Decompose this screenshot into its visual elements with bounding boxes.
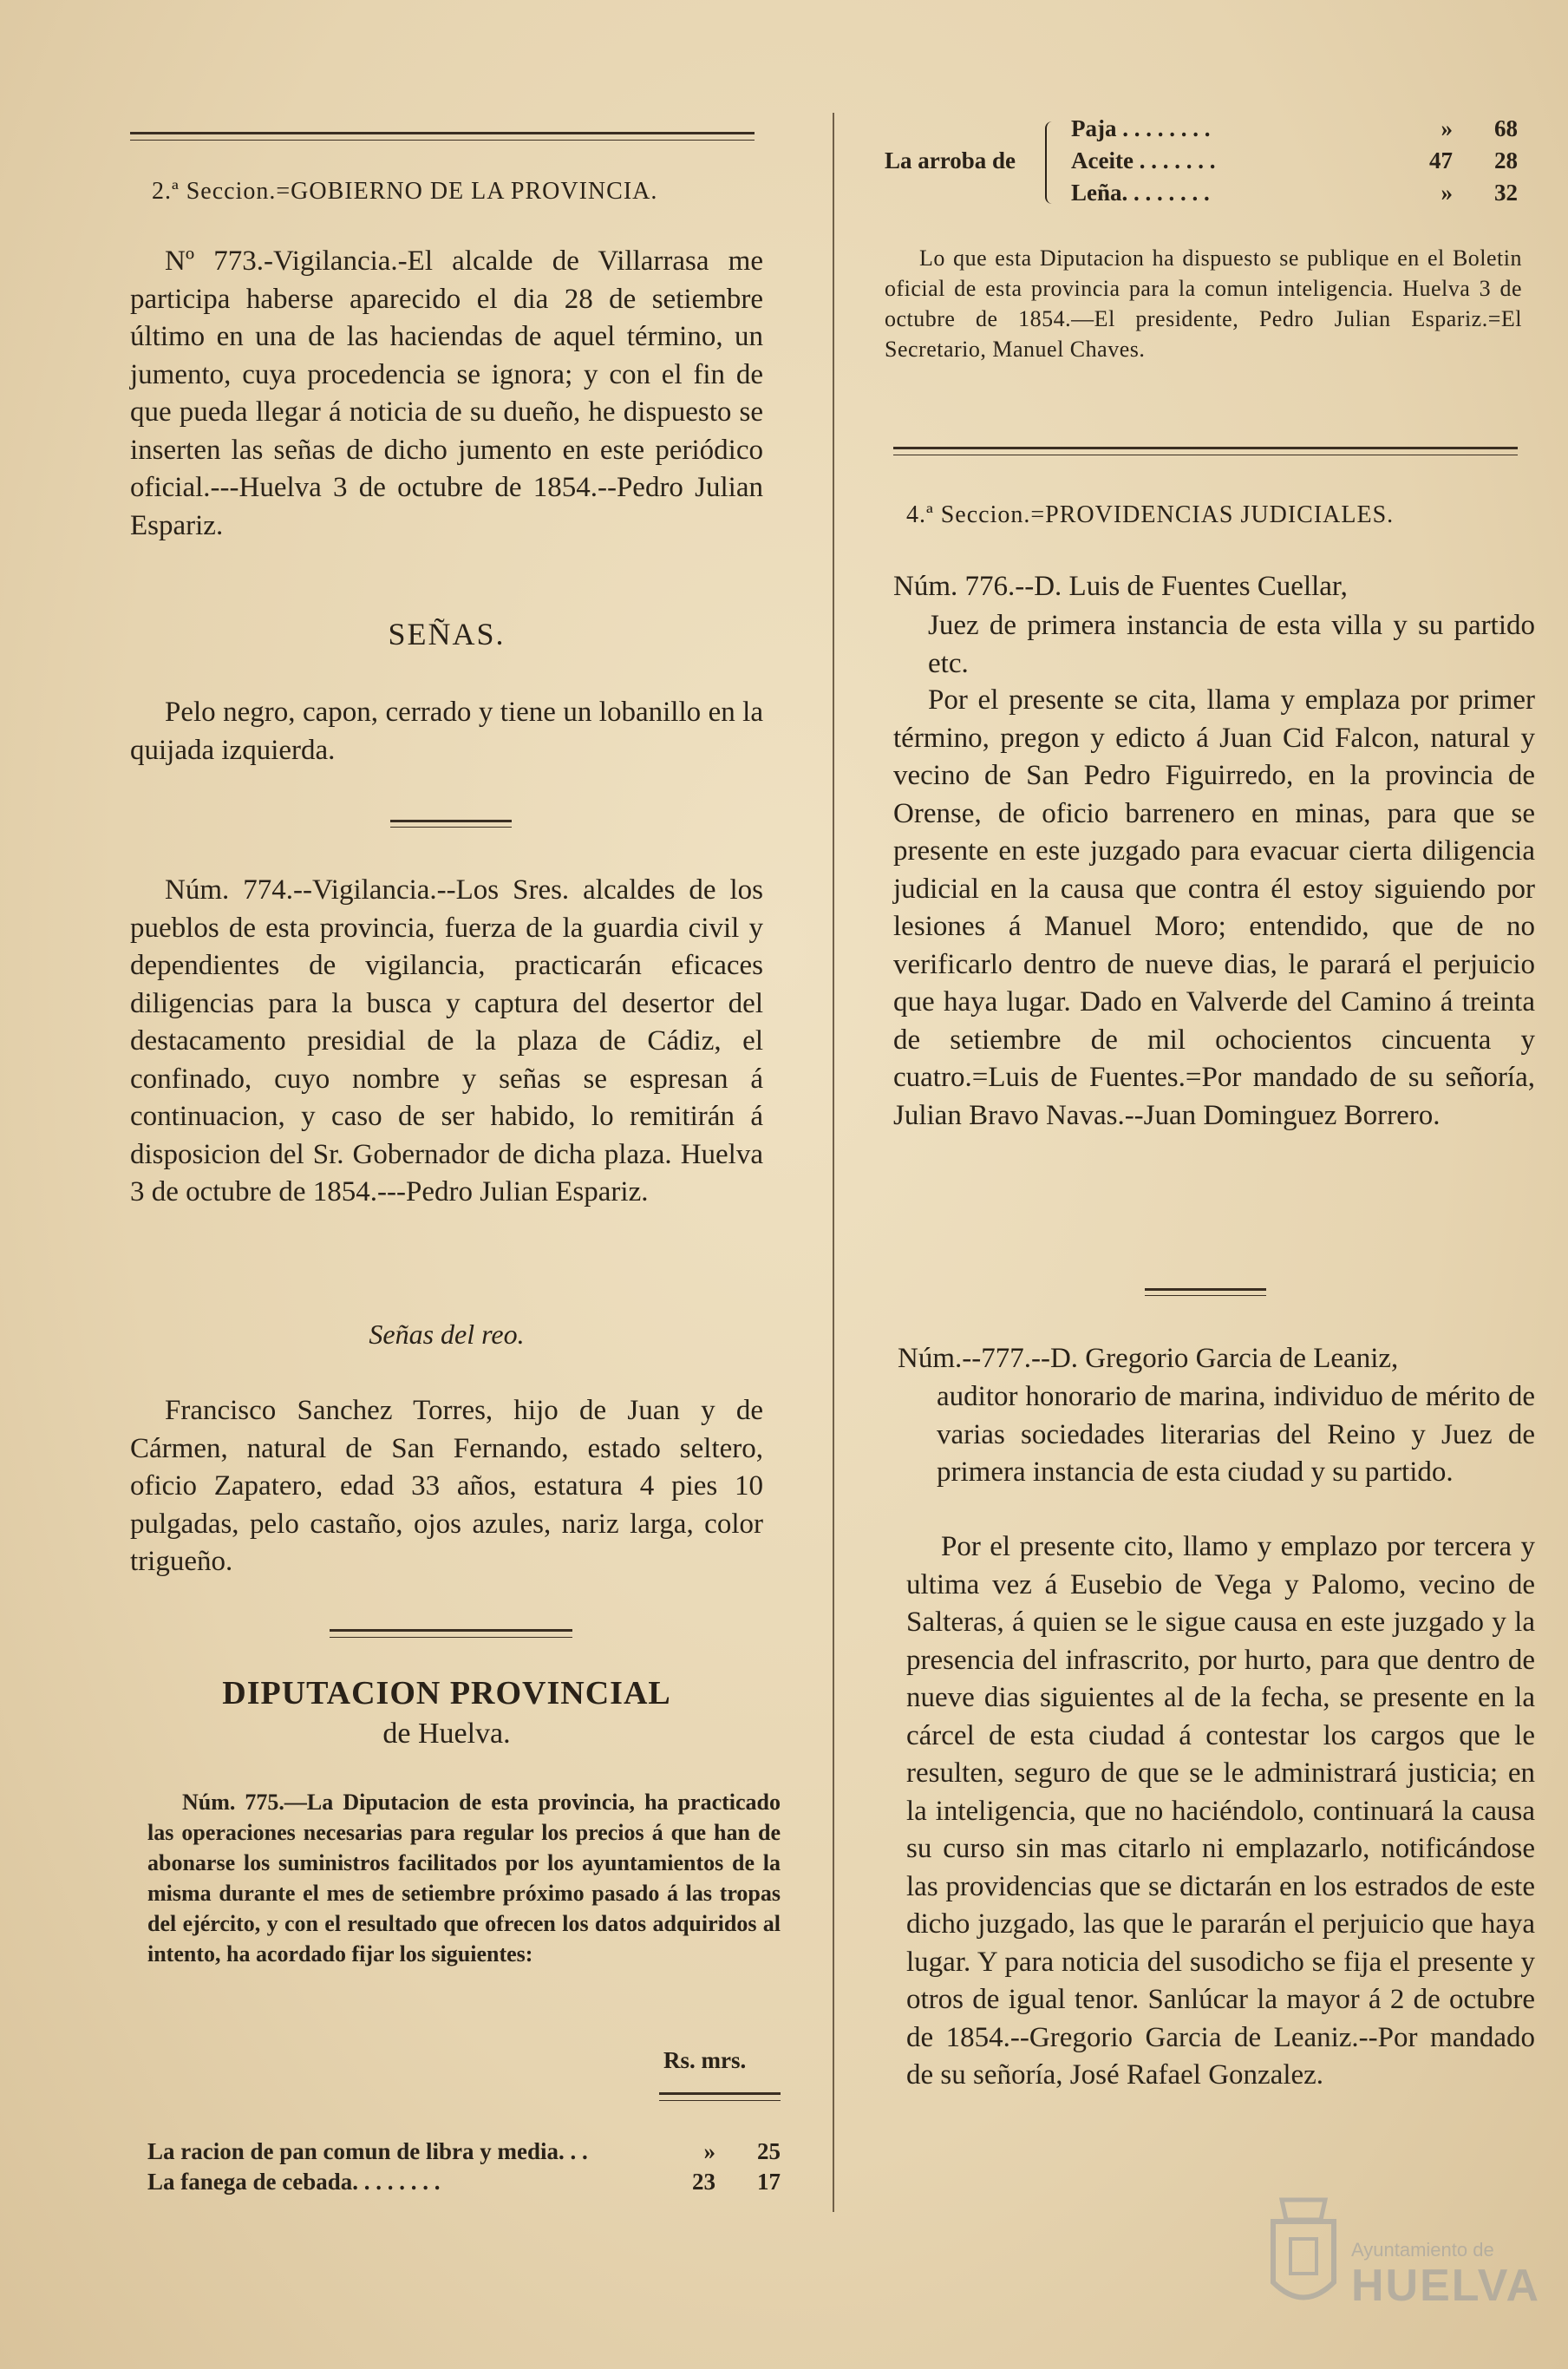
notice-775: Núm. 775.—La Diputacion de esta provincia, ha practicado las operaciones necesarias para regular los precios á que han de abonarse los suministros facilitados por los ayuntamientos de la misma durante el mes de setiembre próximo pasado á las tropas del ejército, y con el resultado que ofrecen los datos adquiridos al intento, ha acordado fijar los siguientes: <box>147 1790 781 1967</box>
price-row-rs: 23 <box>692 2169 715 2195</box>
arroba-row-lena <box>1071 180 1522 206</box>
senas-heading: SEÑAS. <box>388 617 506 651</box>
notice-777-subheading: auditor honorario de marina, individuo de mérito de varias sociedades literarias del Reino y Juez de primera instancia de esta ciudad y su partido. <box>937 1381 1535 1488</box>
watermark-line1: Ayuntamiento de <box>1351 2239 1494 2261</box>
arroba-row-rs: » <box>1441 115 1453 141</box>
price-row-pan <box>147 2138 785 2165</box>
notice-777-heading: Núm.--777.--D. Gregorio Garcia de Leaniz, <box>898 1343 1399 1374</box>
arroba-row-label: Paja . . . . . . . . <box>1071 115 1211 141</box>
notice-777: Por el presente cito, llamo y emplazo por tercera y ultima vez á Eusebio de Vega y Palomo, vecino de Salteras, á quien se le sigue causa en este juzgado y la presencia del infrascrito, por hurto, para que dentro de nueve dias siguientes al de la fecha, se presente en la cárcel de esta ciudad á contestar los cargos que le resulten, seguro de que se le administrará justicia; en la inteligencia, que no haciéndolo, continuará la causa su curso sin mas citarlo ni emplazarlo, notificándose las providencias que se dictarán en los estrados de este dicho juzgado, las que le pararán el perjuicio que haya lugar. Y para noticia del susodicho se fija el presente y otros de igual tenor. Sanlúcar la mayor á 2 de octubre de 1854.--Gregorio Garcia de Leaniz.--Por mandado de su señoría, José Rafael Gonzalez. <box>906 1531 1535 2091</box>
diputacion-closing: Lo que esta Diputacion ha dispuesto se publique en el Boletin oficial de esta provincia para la comun inteligencia. Huelva 3 de octubre de 1854.—El presidente, Pedro Julian Espariz.=El Secretario, Manuel Chaves. <box>885 245 1522 362</box>
price-row-cebada <box>147 2169 785 2196</box>
table-header-rule <box>659 2092 781 2101</box>
notice-774: Núm. 774.--Vigilancia.--Los Sres. alcaldes de los pueblos de esta provincia, fuerza de la guardia civil y dependientes de vigilancia, practicarán eficaces diligencias para la busca y captura del desertor del destacamento presidial de la plaza de Cádiz, el confinado, cuyo nombre y señas se espresan á continuacion, y caso de ser habido, lo remitirán á disposicion del Sr. Gobernador de dicha plaza. Huelva 3 de octubre de 1854.---Pedro Julian Espariz. <box>130 874 763 1207</box>
column-divider <box>833 113 834 2212</box>
arroba-label: La arroba de <box>885 147 1016 173</box>
price-row-mrs: 25 <box>757 2138 781 2164</box>
watermark-line2: HUELVA <box>1351 2261 1541 2311</box>
arroba-brace <box>1045 121 1057 204</box>
section-heading-gobierno: 2.ª Seccion.=GOBIERNO DE LA PROVINCIA. <box>152 178 658 205</box>
notice-773: Nº 773.-Vigilancia.-El alcalde de Villarrasa me participa haberse aparecido el dia 28 de setiembre último en una de las haciendas de aquel término, un jumento, cuya procedencia se ignora; y con el fin de que pueda llegar á noticia de su dueño, he dispuesto se inserten las señas de dicho jumento en este periódico oficial.---Huelva 3 de octubre de 1854.--Pedro Julian Espariz. <box>130 245 763 541</box>
diputacion-subtitle: de Huelva. <box>382 1718 511 1750</box>
notice-776-subheading: Juez de primera instancia de esta villa y su partido etc. <box>928 610 1535 679</box>
notice-776-heading: Núm. 776.--D. Luis de Fuentes Cuellar, <box>893 571 1348 602</box>
arroba-row-label: Leña. . . . . . . . <box>1071 180 1210 206</box>
price-row-label: La racion de pan comun de libra y media. . . <box>147 2138 588 2164</box>
top-rule-right <box>893 447 1518 455</box>
arroba-row-mrs: 32 <box>1494 180 1518 206</box>
notice-776: Por el presente se cita, llama y emplaza por primer término, pregon y edicto á Juan Cid Falcon, natural y vecino de San Pedro Figuirredo, en la provincia de Orense, de oficio barrenero en minas, para que se presente en este juzgado para evacuar cierta diligencia judicial en la causa que contra él estoy siguiendo por lesiones á Manuel Moro; entendido, que de no verificarlo dentro de nueve dias, le parará el perjuicio que haya lugar. Dado en Valverde del Camino á treinta de setiembre de mil ochocientos cincuenta y cuatro.=Luis de Fuentes.=Por mandado de su señoría, Julian Bravo Navas.--Juan Dominguez Borrero. <box>893 684 1535 1131</box>
arroba-row-rs: » <box>1441 180 1453 206</box>
arroba-row-mrs: 68 <box>1494 115 1518 141</box>
arroba-row-rs: 47 <box>1429 147 1453 173</box>
arroba-row-mrs: 28 <box>1494 147 1518 173</box>
price-row-mrs: 17 <box>757 2169 781 2195</box>
arroba-row-aceite <box>1071 147 1522 174</box>
senas-reo-text: Francisco Sanchez Torres, hijo de Juan y de Cármen, natural de San Fernando, estado seltero, oficio Zapatero, edad 33 años, estatura 4 pies 10 pulgadas, pelo castaño, ojos azules, nariz larga, color trigueño. <box>130 1395 763 1577</box>
table-header: Rs. mrs. <box>663 2047 747 2073</box>
arroba-row-paja <box>1071 115 1522 142</box>
divider-3 <box>1145 1288 1266 1296</box>
section-heading-providencias: 4.ª Seccion.=PROVIDENCIAS JUDICIALES. <box>906 501 1395 528</box>
crest-icon <box>1264 2187 1343 2317</box>
diputacion-title: DIPUTACION PROVINCIAL <box>222 1675 671 1711</box>
senas-reo-heading: Señas del reo. <box>369 1319 525 1350</box>
ayuntamiento-watermark <box>1264 2178 1541 2334</box>
top-rule-left <box>130 132 755 141</box>
price-row-label: La fanega de cebada. . . . . . . . <box>147 2169 441 2195</box>
senas-text: Pelo negro, capon, cerrado y tiene un lobanillo en la quijada izquierda. <box>130 697 763 766</box>
divider-2 <box>330 1629 572 1638</box>
arroba-row-label: Aceite . . . . . . . <box>1071 147 1216 173</box>
price-row-rs: » <box>703 2138 715 2164</box>
divider-1 <box>390 820 512 828</box>
